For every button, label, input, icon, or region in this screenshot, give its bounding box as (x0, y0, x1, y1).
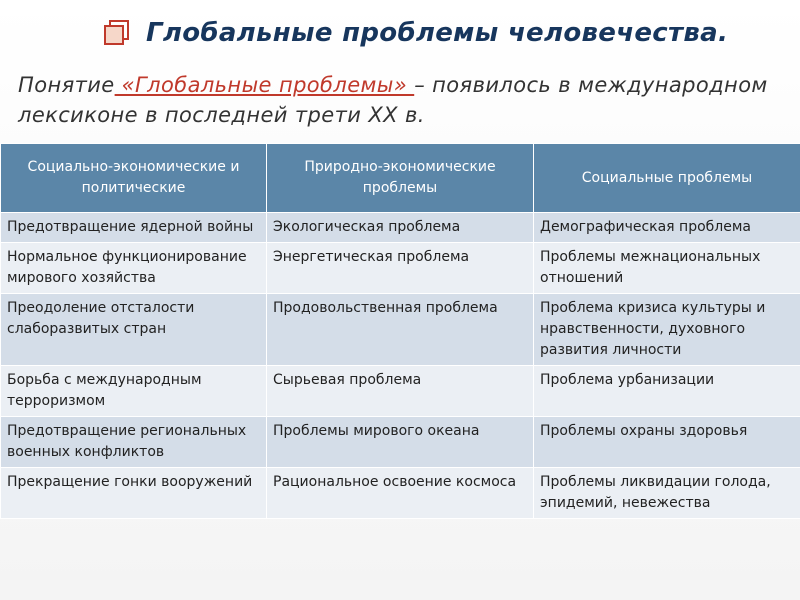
table-cell: Борьба с международным терроризмом (1, 366, 267, 417)
table-cell: Энергетическая проблема (267, 243, 534, 294)
table-cell: Продовольственная проблема (267, 294, 534, 366)
table-row (1, 366, 800, 417)
table-row (1, 243, 800, 294)
table-cell: Проблемы охраны здоровья (534, 417, 800, 468)
table-cell: Проблема урбанизации (534, 366, 800, 417)
intro-text (18, 70, 788, 130)
header-socio-economic: Социально-экономические и политические (1, 144, 267, 213)
table-cell: Прекращение гонки вооружений (1, 468, 267, 519)
page-title: Глобальные проблемы человечества. (146, 18, 729, 48)
problems-table (0, 143, 800, 519)
table-row (1, 417, 800, 468)
table-cell: Рациональное освоение космоса (267, 468, 534, 519)
table-cell: Проблемы межнациональных отношений (534, 243, 800, 294)
table-cell: Нормальное функционирование мирового хозяйства (1, 243, 267, 294)
intro-highlight: «Глобальные проблемы» (114, 73, 415, 97)
table-row (1, 294, 800, 366)
table-header-row (1, 144, 800, 213)
table-cell: Преодоление отсталости слаборазвитых стран (1, 294, 267, 366)
table-cell: Сырьевая проблема (267, 366, 534, 417)
title-row (104, 18, 728, 48)
table-cell: Демографическая проблема (534, 213, 800, 243)
table-row (1, 468, 800, 519)
table-cell: Предотвращение региональных военных конфликтов (1, 417, 267, 468)
intro-before: Понятие (18, 73, 115, 97)
table-cell: Проблема кризиса культуры и нравственности, духовного развития личности (534, 294, 800, 366)
table-cell: Проблемы ликвидации голода, эпидемий, невежества (534, 468, 800, 519)
table-cell: Экологическая проблема (267, 213, 534, 243)
header-social: Социальные проблемы (534, 144, 800, 213)
table-cell: Предотвращение ядерной войны (1, 213, 267, 243)
table-cell: Проблемы мирового океана (267, 417, 534, 468)
table-row (1, 213, 800, 243)
header-natural-economic: Природно-экономические проблемы (267, 144, 534, 213)
checkbox-bullet-icon (104, 20, 130, 46)
intro-after: – появилось в международном лексиконе в последней трети XX в. (18, 73, 768, 127)
